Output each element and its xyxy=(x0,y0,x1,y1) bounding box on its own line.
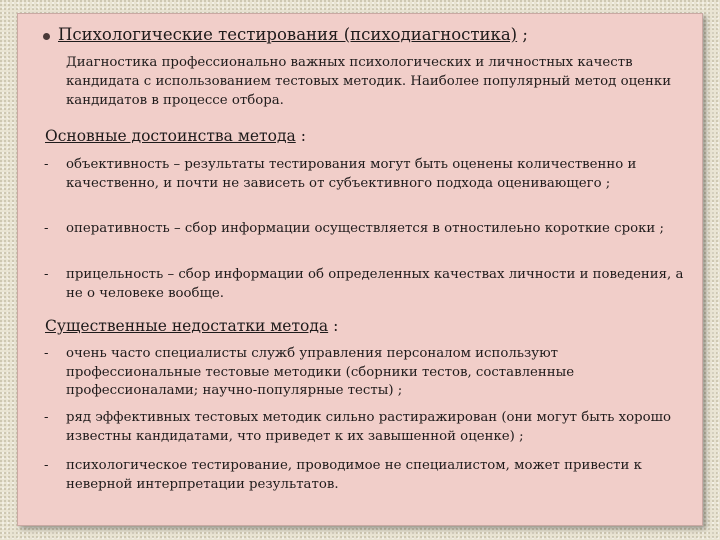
dash-icon: - xyxy=(44,346,49,361)
dash-icon: - xyxy=(44,458,49,473)
advantages-heading xyxy=(45,126,306,146)
slide-title xyxy=(58,25,528,45)
dash-icon: - xyxy=(44,221,49,236)
disadvantage-item-3-text: психологическое тестирование, проводимое не специалистом, может привести к неверной интерпретации результатов. xyxy=(66,458,642,492)
bullet-dot-icon xyxy=(43,33,50,40)
dash-icon: - xyxy=(44,267,49,282)
disadvantage-item-1-text: очень часто специалисты служб управления персоналом используют профессиональные тестовые методики (сборники тестов, составленные профессионалами; научно-популярные тесты) ; xyxy=(66,346,575,398)
advantage-item-2-text: оперативность – сбор информации осуществляется в отностилеьно короткие сроки ; xyxy=(66,221,664,236)
disadvantage-item-2-text: ряд эффективных тестовых методик сильно растиражирован (они могут быть хорошо известны кандидатами, что приведет к их завышенной оценке) ; xyxy=(66,410,672,444)
advantage-item-1-text: объективность – результаты тестирования могут быть оценены количественно и качественно, и почти не зависеть от субъективного подхода оценивающего ; xyxy=(66,157,637,191)
disadvantages-heading xyxy=(45,316,338,336)
slide xyxy=(17,13,703,526)
dash-icon: - xyxy=(44,410,49,425)
slide-title-main: Психологические тестирования (психодиагностика) xyxy=(58,25,518,44)
advantages-heading-suffix: : xyxy=(300,127,306,145)
disadvantages-heading-suffix: : xyxy=(333,317,339,335)
advantages-heading-text: Основные достоинства метода xyxy=(45,127,296,145)
slide-title-suffix: ; xyxy=(522,25,528,44)
advantage-item-3-text: прицельность – сбор информации об определенных качествах личности и поведения, а не о человеке вообще. xyxy=(66,267,684,301)
intro-paragraph: Диагностика профессионально важных психологических и личностных качеств кандидата с использованием тестовых методик. Наиболее популярный метод оценки кандидатов в процессе отбора. xyxy=(66,55,672,108)
disadvantages-heading-text: Существенные недостатки метода xyxy=(45,317,329,335)
dash-icon: - xyxy=(44,157,49,172)
